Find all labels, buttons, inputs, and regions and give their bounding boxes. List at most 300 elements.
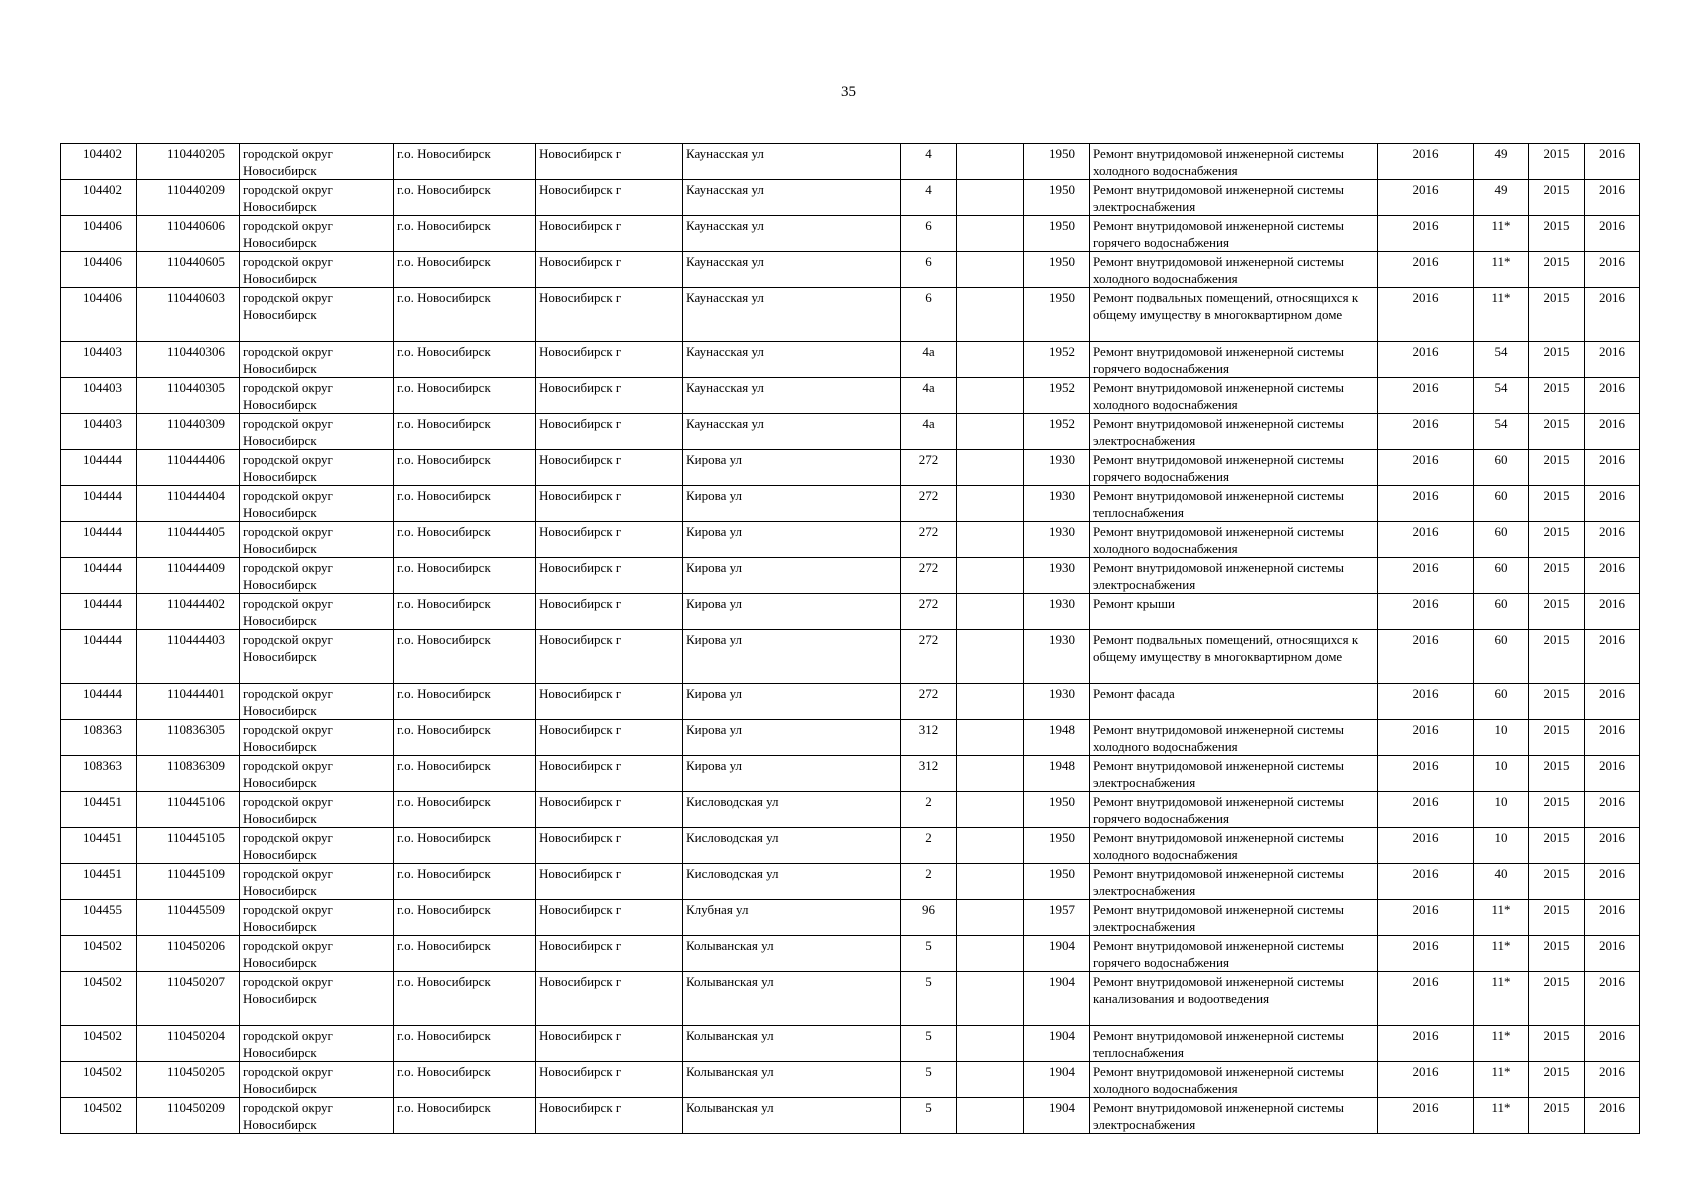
cell-street: Кирова ул	[683, 684, 901, 720]
cell-year-to: 2016	[1585, 828, 1640, 864]
cell-city: Новосибирск г	[536, 144, 683, 180]
cell-value: 54	[1474, 378, 1529, 414]
cell-value: 11*	[1474, 216, 1529, 252]
cell-street: Каунасская ул	[683, 144, 901, 180]
cell-work-type: Ремонт внутридомовой инженерной системы электроснабжения	[1090, 414, 1378, 450]
cell-work-type: Ремонт внутридомовой инженерной системы холодного водоснабжения	[1090, 828, 1378, 864]
cell-year: 2016	[1378, 864, 1474, 900]
cell-house: 5	[901, 972, 957, 1026]
cell-year-from: 2015	[1529, 216, 1585, 252]
cell-municipality: г.о. Новосибирск	[394, 216, 536, 252]
cell-building	[957, 756, 1024, 792]
cell-district: городской округ Новосибирск	[240, 900, 394, 936]
cell-year: 2016	[1378, 594, 1474, 630]
cell-year: 2016	[1378, 180, 1474, 216]
table-row	[61, 936, 1640, 972]
cell-year-built: 1948	[1024, 720, 1090, 756]
cell-year-from: 2015	[1529, 342, 1585, 378]
cell-work-type: Ремонт внутридомовой инженерной системы холодного водоснабжения	[1090, 720, 1378, 756]
cell-year: 2016	[1378, 792, 1474, 828]
cell-year-built: 1950	[1024, 792, 1090, 828]
cell-year-to: 2016	[1585, 378, 1640, 414]
cell-house: 4а	[901, 378, 957, 414]
cell-year-from: 2015	[1529, 900, 1585, 936]
cell-id: 104406	[61, 252, 137, 288]
cell-code: 110440606	[137, 216, 240, 252]
cell-work-type: Ремонт внутридомовой инженерной системы холодного водоснабжения	[1090, 522, 1378, 558]
cell-year: 2016	[1378, 486, 1474, 522]
cell-building	[957, 720, 1024, 756]
cell-code: 110445509	[137, 900, 240, 936]
cell-year-built: 1904	[1024, 1026, 1090, 1062]
cell-house: 2	[901, 828, 957, 864]
cell-year-built: 1952	[1024, 414, 1090, 450]
table-row	[61, 288, 1640, 342]
cell-city: Новосибирск г	[536, 594, 683, 630]
cell-district: городской округ Новосибирск	[240, 1026, 394, 1062]
cell-id: 104444	[61, 486, 137, 522]
cell-street: Колыванская ул	[683, 1062, 901, 1098]
cell-building	[957, 594, 1024, 630]
cell-house: 272	[901, 450, 957, 486]
cell-year-built: 1957	[1024, 900, 1090, 936]
cell-year-from: 2015	[1529, 486, 1585, 522]
cell-value: 11*	[1474, 972, 1529, 1026]
cell-year: 2016	[1378, 378, 1474, 414]
cell-street: Кирова ул	[683, 594, 901, 630]
cell-value: 40	[1474, 864, 1529, 900]
cell-value: 60	[1474, 594, 1529, 630]
cell-building	[957, 1026, 1024, 1062]
cell-code: 110445106	[137, 792, 240, 828]
cell-district: городской округ Новосибирск	[240, 522, 394, 558]
cell-id: 104444	[61, 450, 137, 486]
cell-year-to: 2016	[1585, 288, 1640, 342]
cell-district: городской округ Новосибирск	[240, 756, 394, 792]
cell-code: 110444406	[137, 450, 240, 486]
cell-year-to: 2016	[1585, 414, 1640, 450]
cell-district: городской округ Новосибирск	[240, 684, 394, 720]
cell-street: Колыванская ул	[683, 936, 901, 972]
cell-year-to: 2016	[1585, 684, 1640, 720]
cell-work-type: Ремонт крыши	[1090, 594, 1378, 630]
cell-house: 2	[901, 864, 957, 900]
cell-year: 2016	[1378, 522, 1474, 558]
cell-year-to: 2016	[1585, 972, 1640, 1026]
cell-year-built: 1930	[1024, 684, 1090, 720]
cell-id: 104502	[61, 936, 137, 972]
cell-city: Новосибирск г	[536, 1062, 683, 1098]
cell-street: Кирова ул	[683, 630, 901, 684]
cell-id: 104403	[61, 378, 137, 414]
cell-house: 272	[901, 684, 957, 720]
cell-municipality: г.о. Новосибирск	[394, 792, 536, 828]
table-row	[61, 720, 1640, 756]
cell-code: 110440309	[137, 414, 240, 450]
cell-municipality: г.о. Новосибирск	[394, 630, 536, 684]
cell-id: 104444	[61, 558, 137, 594]
cell-year-to: 2016	[1585, 900, 1640, 936]
cell-year: 2016	[1378, 972, 1474, 1026]
cell-district: городской округ Новосибирск	[240, 558, 394, 594]
cell-code: 110450204	[137, 1026, 240, 1062]
cell-street: Кисловодская ул	[683, 792, 901, 828]
cell-house: 6	[901, 252, 957, 288]
cell-year-from: 2015	[1529, 1062, 1585, 1098]
cell-code: 110444405	[137, 522, 240, 558]
cell-street: Каунасская ул	[683, 288, 901, 342]
cell-city: Новосибирск г	[536, 288, 683, 342]
cell-year-built: 1930	[1024, 486, 1090, 522]
cell-work-type: Ремонт внутридомовой инженерной системы горячего водоснабжения	[1090, 792, 1378, 828]
table-row	[61, 972, 1640, 1026]
cell-municipality: г.о. Новосибирск	[394, 522, 536, 558]
cell-year: 2016	[1378, 216, 1474, 252]
cell-year-to: 2016	[1585, 342, 1640, 378]
cell-street: Кирова ул	[683, 720, 901, 756]
cell-year: 2016	[1378, 720, 1474, 756]
cell-code: 110450207	[137, 972, 240, 1026]
cell-year-from: 2015	[1529, 936, 1585, 972]
cell-value: 54	[1474, 414, 1529, 450]
table-row	[61, 594, 1640, 630]
cell-value: 10	[1474, 720, 1529, 756]
registry-table	[60, 143, 1640, 1134]
cell-id: 104402	[61, 144, 137, 180]
cell-year-built: 1930	[1024, 630, 1090, 684]
cell-municipality: г.о. Новосибирск	[394, 450, 536, 486]
cell-year: 2016	[1378, 684, 1474, 720]
cell-street: Кирова ул	[683, 558, 901, 594]
cell-code: 110450205	[137, 1062, 240, 1098]
cell-work-type: Ремонт внутридомовой инженерной системы электроснабжения	[1090, 864, 1378, 900]
cell-city: Новосибирск г	[536, 864, 683, 900]
cell-id: 104502	[61, 1026, 137, 1062]
cell-year: 2016	[1378, 252, 1474, 288]
cell-building	[957, 900, 1024, 936]
cell-year-from: 2015	[1529, 630, 1585, 684]
cell-street: Каунасская ул	[683, 252, 901, 288]
cell-street: Кисловодская ул	[683, 828, 901, 864]
cell-work-type: Ремонт внутридомовой инженерной системы горячего водоснабжения	[1090, 936, 1378, 972]
cell-building	[957, 378, 1024, 414]
cell-year-from: 2015	[1529, 378, 1585, 414]
cell-work-type: Ремонт внутридомовой инженерной системы электроснабжения	[1090, 1098, 1378, 1134]
cell-year-to: 2016	[1585, 792, 1640, 828]
cell-building	[957, 252, 1024, 288]
cell-building	[957, 936, 1024, 972]
cell-year-built: 1930	[1024, 558, 1090, 594]
cell-work-type: Ремонт внутридомовой инженерной системы электроснабжения	[1090, 900, 1378, 936]
cell-year-to: 2016	[1585, 720, 1640, 756]
cell-work-type: Ремонт внутридомовой инженерной системы холодного водоснабжения	[1090, 1062, 1378, 1098]
cell-work-type: Ремонт внутридомовой инженерной системы холодного водоснабжения	[1090, 378, 1378, 414]
cell-municipality: г.о. Новосибирск	[394, 414, 536, 450]
cell-year-from: 2015	[1529, 450, 1585, 486]
cell-building	[957, 288, 1024, 342]
cell-id: 104502	[61, 972, 137, 1026]
cell-code: 110445105	[137, 828, 240, 864]
cell-year-to: 2016	[1585, 1026, 1640, 1062]
cell-work-type: Ремонт внутридомовой инженерной системы холодного водоснабжения	[1090, 252, 1378, 288]
table-row	[61, 450, 1640, 486]
cell-house: 272	[901, 594, 957, 630]
cell-district: городской округ Новосибирск	[240, 1098, 394, 1134]
cell-year: 2016	[1378, 342, 1474, 378]
cell-year: 2016	[1378, 414, 1474, 450]
cell-street: Каунасская ул	[683, 378, 901, 414]
cell-value: 11*	[1474, 288, 1529, 342]
cell-id: 104502	[61, 1062, 137, 1098]
cell-municipality: г.о. Новосибирск	[394, 936, 536, 972]
cell-building	[957, 558, 1024, 594]
cell-code: 110444401	[137, 684, 240, 720]
cell-value: 60	[1474, 684, 1529, 720]
cell-id: 104406	[61, 216, 137, 252]
cell-street: Каунасская ул	[683, 414, 901, 450]
cell-street: Колыванская ул	[683, 1098, 901, 1134]
cell-year: 2016	[1378, 288, 1474, 342]
table-row	[61, 630, 1640, 684]
cell-year-from: 2015	[1529, 414, 1585, 450]
cell-year-built: 1950	[1024, 216, 1090, 252]
cell-municipality: г.о. Новосибирск	[394, 594, 536, 630]
cell-year-built: 1904	[1024, 1062, 1090, 1098]
cell-year-from: 2015	[1529, 594, 1585, 630]
table-row	[61, 828, 1640, 864]
cell-building	[957, 1098, 1024, 1134]
cell-year-to: 2016	[1585, 180, 1640, 216]
cell-house: 4а	[901, 414, 957, 450]
cell-municipality: г.о. Новосибирск	[394, 486, 536, 522]
cell-year-built: 1950	[1024, 180, 1090, 216]
cell-value: 10	[1474, 792, 1529, 828]
cell-district: городской округ Новосибирск	[240, 972, 394, 1026]
cell-building	[957, 1062, 1024, 1098]
cell-year-to: 2016	[1585, 630, 1640, 684]
cell-year-from: 2015	[1529, 180, 1585, 216]
cell-city: Новосибирск г	[536, 414, 683, 450]
cell-year-to: 2016	[1585, 522, 1640, 558]
cell-city: Новосибирск г	[536, 1026, 683, 1062]
cell-house: 6	[901, 216, 957, 252]
cell-district: городской округ Новосибирск	[240, 414, 394, 450]
cell-building	[957, 180, 1024, 216]
cell-id: 104444	[61, 630, 137, 684]
cell-work-type: Ремонт подвальных помещений, относящихся к общему имуществу в многоквартирном доме	[1090, 288, 1378, 342]
cell-year-built: 1950	[1024, 144, 1090, 180]
cell-id: 104444	[61, 594, 137, 630]
cell-building	[957, 864, 1024, 900]
cell-value: 60	[1474, 522, 1529, 558]
cell-municipality: г.о. Новосибирск	[394, 1026, 536, 1062]
cell-city: Новосибирск г	[536, 756, 683, 792]
cell-work-type: Ремонт подвальных помещений, относящихся к общему имуществу в многоквартирном доме	[1090, 630, 1378, 684]
cell-district: городской округ Новосибирск	[240, 450, 394, 486]
cell-district: городской округ Новосибирск	[240, 864, 394, 900]
cell-building	[957, 684, 1024, 720]
table-row	[61, 684, 1640, 720]
cell-house: 4	[901, 180, 957, 216]
cell-city: Новосибирск г	[536, 252, 683, 288]
cell-work-type: Ремонт внутридомовой инженерной системы электроснабжения	[1090, 558, 1378, 594]
cell-municipality: г.о. Новосибирск	[394, 1062, 536, 1098]
table-row	[61, 558, 1640, 594]
cell-street: Кирова ул	[683, 486, 901, 522]
table-row	[61, 252, 1640, 288]
cell-year-to: 2016	[1585, 1062, 1640, 1098]
cell-city: Новосибирск г	[536, 1098, 683, 1134]
cell-value: 60	[1474, 630, 1529, 684]
cell-year-to: 2016	[1585, 1098, 1640, 1134]
cell-district: городской округ Новосибирск	[240, 936, 394, 972]
cell-id: 104455	[61, 900, 137, 936]
cell-city: Новосибирск г	[536, 720, 683, 756]
cell-house: 4	[901, 144, 957, 180]
cell-year: 2016	[1378, 936, 1474, 972]
cell-value: 11*	[1474, 252, 1529, 288]
page-number: 35	[841, 84, 856, 100]
cell-year: 2016	[1378, 900, 1474, 936]
cell-value: 54	[1474, 342, 1529, 378]
cell-street: Колыванская ул	[683, 1026, 901, 1062]
cell-year: 2016	[1378, 756, 1474, 792]
cell-city: Новосибирск г	[536, 522, 683, 558]
cell-year-from: 2015	[1529, 828, 1585, 864]
cell-house: 272	[901, 630, 957, 684]
cell-value: 11*	[1474, 1062, 1529, 1098]
cell-id: 104451	[61, 828, 137, 864]
cell-code: 110444409	[137, 558, 240, 594]
cell-code: 110440305	[137, 378, 240, 414]
cell-work-type: Ремонт внутридомовой инженерной системы горячего водоснабжения	[1090, 342, 1378, 378]
cell-year-built: 1930	[1024, 594, 1090, 630]
cell-street: Кисловодская ул	[683, 864, 901, 900]
cell-id: 104451	[61, 864, 137, 900]
cell-building	[957, 630, 1024, 684]
cell-district: городской округ Новосибирск	[240, 252, 394, 288]
cell-building	[957, 450, 1024, 486]
cell-district: городской округ Новосибирск	[240, 216, 394, 252]
cell-year-to: 2016	[1585, 936, 1640, 972]
table-row	[61, 414, 1640, 450]
cell-municipality: г.о. Новосибирск	[394, 900, 536, 936]
cell-code: 110444402	[137, 594, 240, 630]
cell-value: 10	[1474, 756, 1529, 792]
cell-house: 96	[901, 900, 957, 936]
cell-value: 60	[1474, 450, 1529, 486]
cell-house: 312	[901, 756, 957, 792]
cell-year-built: 1950	[1024, 288, 1090, 342]
cell-city: Новосибирск г	[536, 936, 683, 972]
cell-value: 11*	[1474, 1026, 1529, 1062]
cell-id: 104502	[61, 1098, 137, 1134]
cell-house: 5	[901, 936, 957, 972]
cell-year-built: 1904	[1024, 1098, 1090, 1134]
table-row	[61, 1098, 1640, 1134]
cell-city: Новосибирск г	[536, 450, 683, 486]
cell-value: 11*	[1474, 900, 1529, 936]
cell-id: 104444	[61, 684, 137, 720]
cell-street: Кирова ул	[683, 756, 901, 792]
cell-municipality: г.о. Новосибирск	[394, 342, 536, 378]
cell-district: городской округ Новосибирск	[240, 342, 394, 378]
cell-municipality: г.о. Новосибирск	[394, 180, 536, 216]
cell-municipality: г.о. Новосибирск	[394, 756, 536, 792]
cell-year-to: 2016	[1585, 594, 1640, 630]
cell-city: Новосибирск г	[536, 630, 683, 684]
cell-municipality: г.о. Новосибирск	[394, 288, 536, 342]
cell-building	[957, 342, 1024, 378]
cell-district: городской округ Новосибирск	[240, 594, 394, 630]
table-row	[61, 756, 1640, 792]
table-row	[61, 1026, 1640, 1062]
cell-district: городской округ Новосибирск	[240, 180, 394, 216]
cell-year: 2016	[1378, 144, 1474, 180]
cell-work-type: Ремонт внутридомовой инженерной системы горячего водоснабжения	[1090, 450, 1378, 486]
cell-year-from: 2015	[1529, 288, 1585, 342]
cell-work-type: Ремонт внутридомовой инженерной системы горячего водоснабжения	[1090, 216, 1378, 252]
cell-year: 2016	[1378, 1062, 1474, 1098]
cell-municipality: г.о. Новосибирск	[394, 1098, 536, 1134]
cell-year: 2016	[1378, 630, 1474, 684]
cell-code: 110440603	[137, 288, 240, 342]
cell-id: 104444	[61, 522, 137, 558]
cell-id: 104406	[61, 288, 137, 342]
cell-building	[957, 522, 1024, 558]
cell-district: городской округ Новосибирск	[240, 288, 394, 342]
cell-work-type: Ремонт фасада	[1090, 684, 1378, 720]
cell-street: Колыванская ул	[683, 972, 901, 1026]
cell-house: 5	[901, 1062, 957, 1098]
cell-id: 108363	[61, 756, 137, 792]
table-row	[61, 522, 1640, 558]
cell-building	[957, 792, 1024, 828]
cell-building	[957, 216, 1024, 252]
cell-municipality: г.о. Новосибирск	[394, 720, 536, 756]
cell-house: 5	[901, 1098, 957, 1134]
cell-value: 11*	[1474, 936, 1529, 972]
cell-year-to: 2016	[1585, 450, 1640, 486]
cell-value: 49	[1474, 144, 1529, 180]
cell-code: 110440306	[137, 342, 240, 378]
cell-district: городской округ Новосибирск	[240, 144, 394, 180]
cell-house: 6	[901, 288, 957, 342]
cell-year: 2016	[1378, 558, 1474, 594]
cell-year-from: 2015	[1529, 792, 1585, 828]
cell-year-built: 1952	[1024, 342, 1090, 378]
table-row	[61, 864, 1640, 900]
cell-code: 110440605	[137, 252, 240, 288]
cell-work-type: Ремонт внутридомовой инженерной системы теплоснабжения	[1090, 486, 1378, 522]
cell-city: Новосибирск г	[536, 558, 683, 594]
cell-city: Новосибирск г	[536, 828, 683, 864]
cell-code: 110440209	[137, 180, 240, 216]
cell-work-type: Ремонт внутридомовой инженерной системы электроснабжения	[1090, 180, 1378, 216]
table-row	[61, 1062, 1640, 1098]
cell-year-to: 2016	[1585, 756, 1640, 792]
cell-house: 272	[901, 558, 957, 594]
cell-house: 5	[901, 1026, 957, 1062]
table-row	[61, 216, 1640, 252]
cell-year-from: 2015	[1529, 252, 1585, 288]
cell-value: 60	[1474, 486, 1529, 522]
cell-street: Каунасская ул	[683, 180, 901, 216]
cell-code: 110444404	[137, 486, 240, 522]
table-row	[61, 486, 1640, 522]
cell-city: Новосибирск г	[536, 684, 683, 720]
cell-year: 2016	[1378, 828, 1474, 864]
